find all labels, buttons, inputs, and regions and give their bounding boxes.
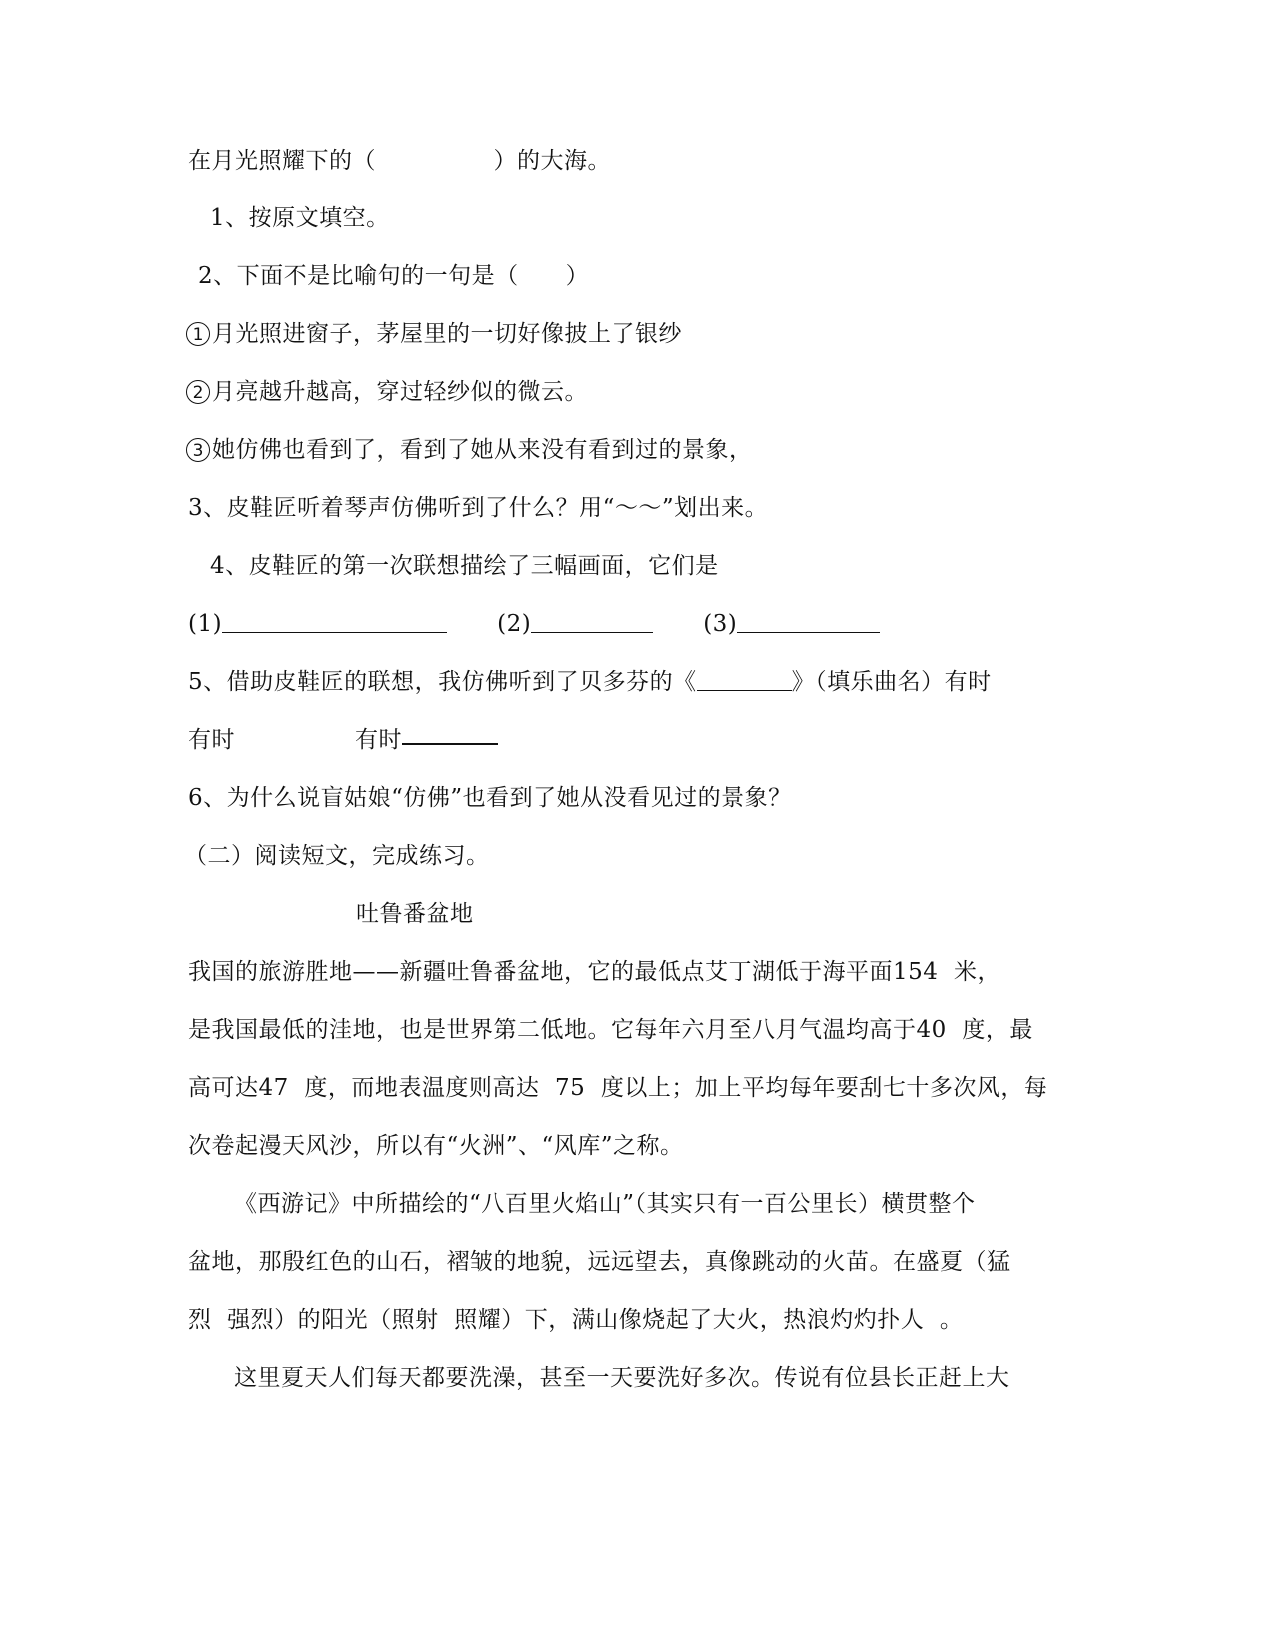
option-1-text: 月光照进窗子，茅屋里的一切好像披上了银纱 — [212, 321, 682, 347]
passage-title: 吐鲁番盆地 — [356, 901, 474, 927]
passage-line-4: 次卷起漫天风沙，所以有“火洲”、“风库”之称。 — [188, 1133, 684, 1159]
passage-line-1: 我国的旅游胜地——新疆吐鲁番盆地，它的最低点艾丁湖低于海平面154 米， — [188, 959, 1002, 985]
question-4: 4、皮鞋匠的第一次联想描绘了三幅画面，它们是 — [210, 553, 719, 579]
question-6: 6、为什么说盲姑娘“仿佛”也看到了她从没看见过的景象？ — [188, 785, 792, 811]
circled-number-1: 1 — [186, 322, 210, 346]
passage-line-5: 《西游记》中所描绘的“八百里火焰山”（其实只有一百公里长）横贯整个 — [234, 1191, 976, 1217]
option-3 — [186, 435, 753, 465]
option-3-text: 她仿佛也看到了，看到了她从来没有看到过的景象， — [212, 437, 753, 463]
passage-line-6: 盆地，那殷红色的山石，褶皱的地貌，远远望去，真像跳动的火苗。在盛夏（猛 — [188, 1249, 1011, 1275]
sometimes-label-2: 有时 — [355, 727, 402, 753]
answer-blanks-row — [188, 609, 880, 639]
blank-label-3: (3) — [703, 611, 738, 637]
sometimes-label-1: 有时 — [188, 727, 235, 753]
question-5-text-b: 》（填乐曲名）有时 — [791, 669, 992, 695]
music-title-blank[interactable] — [697, 668, 792, 691]
passage-line-3: 高可达47 度，而地表温度则高达 75 度以上；加上平均每年要刮七十多次风，每 — [188, 1075, 1048, 1101]
option-2-text: 月亮越升越高，穿过轻纱似的微云。 — [212, 379, 588, 405]
question-1: 1、按原文填空。 — [210, 205, 390, 231]
question-5-continued — [188, 725, 498, 755]
circled-number-2: 2 — [186, 380, 210, 404]
option-2 — [186, 377, 588, 407]
question-2: 2、下面不是比喻句的一句是（ ） — [198, 263, 590, 289]
text-line-1: 在月光照耀下的（ ）的大海。 — [188, 148, 611, 174]
answer-dash-line[interactable] — [402, 729, 498, 745]
option-1 — [186, 319, 682, 349]
passage-line-2: 是我国最低的洼地，也是世界第二低地。它每年六月至八月气温均高于40 度，最 — [188, 1017, 1033, 1043]
question-3: 3、皮鞋匠听着琴声仿佛听到了什么？用“～～”划出来。 — [188, 495, 769, 521]
blank-label-1: (1) — [188, 611, 223, 637]
answer-blank-3[interactable] — [737, 610, 880, 633]
circled-number-3: 3 — [186, 438, 210, 462]
passage-line-7: 烈 强烈）的阳光（照射 照耀）下，满山像烧起了大火，热浪灼灼扑人 。 — [188, 1307, 964, 1333]
blank-label-2: (2) — [497, 611, 532, 637]
answer-blank-1[interactable] — [222, 610, 447, 633]
passage-line-8: 这里夏天人们每天都要洗澡，甚至一天要洗好多次。传说有位县长正赶上大 — [234, 1365, 1010, 1391]
question-5 — [188, 667, 992, 697]
section-heading: （二）阅读短文，完成练习。 — [184, 843, 490, 869]
question-5-text-a: 5、借助皮鞋匠的联想，我仿佛听到了贝多芬的《 — [188, 669, 697, 695]
answer-blank-2[interactable] — [531, 610, 653, 633]
